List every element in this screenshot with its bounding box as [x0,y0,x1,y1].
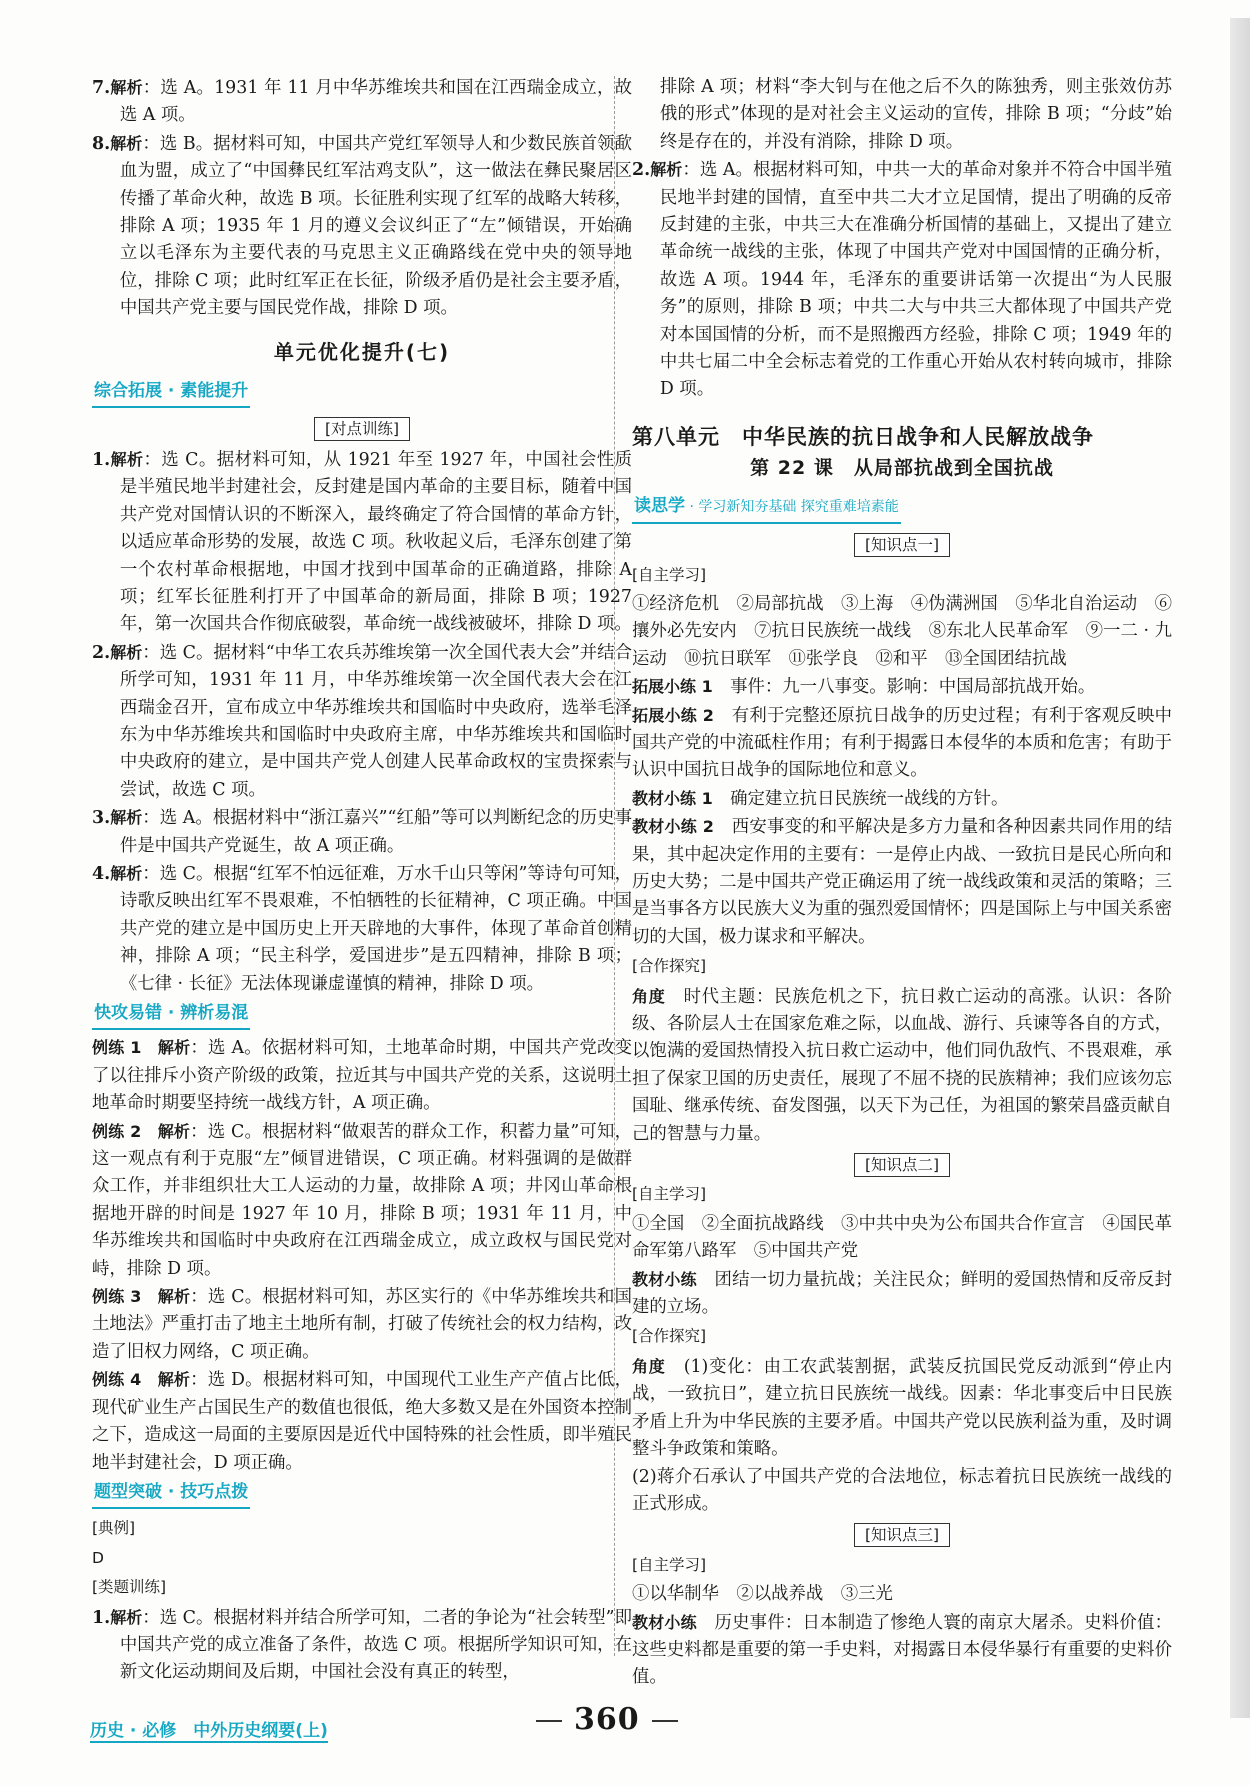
example-3 [92,1283,632,1366]
example-1 [92,1034,632,1117]
continued-text: 排除 A 项；材料“李大钊与在他之后不久的陈独秀，则主张效仿苏俄的形式”体现的是对社会主义运动的宣传，排除 B 项；“分歧”始终是存在的，并没有消除，排除 D 项。 [659,77,1172,152]
section-heading: 综合拓展 · 素能提升 [92,378,250,408]
example-text: ：选 A。依据材料可知，土地革命时期，中国共产党改变了以往排斥小资产阶级的政策，拉近其与中国共产党的关系，这说明土地革命时期要坚持统一战线方针，A 项正确。 [92,1038,632,1114]
unit-title: 单元优化提升(七) [273,339,451,364]
answer-text: ：选 C。根据“红军不怕远征难，万水千山只等闲”等诗句可知，诗歌反映出红军不畏艰难，不怕牺牲的长征精神，C 项正确。中国共产党的建立是中国历史上开天辟地的大事件，体现了革命首创精神，排除 A 项；“民主科学，爱国进步”是五四精神，排除 B 项；《七律 · 长征》无法体现谦虚谨慎的精神，排除 D 项。 [119,863,632,994]
textbook-2: 教材小练 2 西安事变的和平解决是多方力量和各种因素共同作用的结果，其中起决定作用的主要有：一是停止内战、一致抗日是民心所向和历史大势；二是中国共产党正确运用了统一战线政策和灵活的策略；三是当事各方以民族大义为重的强烈爱国情怀；四是国际上与中国关系密切的大国，极力谋求和平解决。 [632,817,1172,947]
answer-text: ：选 B。据材料可知，中国共产党红军领导人和少数民族首领歃血为盟，成立了“中国彝民红军沽鸡支队”，这一做法在彝民聚居区传播了革命火种，故选 B 项。长征胜利实现了红军的战略大转移，排除 A 项；1935 年 1 月的遵义会议纠正了“左”倾错误，开始确立以毛泽东为主要代表的马克思主义正确路线在党中央的领导地位，排除 C 项；此时红军正在长征，阶级矛盾仍是社会主要矛盾，中国共产党主要与国民党作战，排除 D 项。 [119,133,632,319]
example-label: 例练 1 解析 [92,1038,191,1058]
practice-2 [632,156,1172,404]
section-heading: 题型突破 · 技巧点拨 [92,1479,250,1509]
unit-heading: 第八单元 中华民族的抗日战争和人民解放战争 [632,424,1094,449]
knowledge-point-2: [知识点二] [632,1152,1172,1179]
answer-3 [92,804,632,860]
page-edge [1230,18,1250,1718]
answer-label: 解析 [110,642,143,662]
textbook-1: 教材小练 1 确定建立抗日民族统一战线的方针。 [632,788,1009,809]
angle-2: 角度 (1)变化：由工农武装割据，武装反抗国民党反动派到“停止内战，一致抗日”，建立抗日民族统一战线。因素：华北事变后中日民族矛盾上升为中华民族的主要矛盾。中国共产党以民族利益为重，及时调整斗争政策和策略。 [632,1356,1172,1460]
example-text: ：选 D。根据材料可知，中国现代工业生产产值占比低，现代矿业生产占国民生产的数值也很低，绝大多数又是在外国资本控制之下，造成这一局面的主要原因是近代中国特殊的社会性质，即半殖民地半封建社会，D 项正确。 [92,1370,632,1473]
answer-text: ：选 C。据材料“中华工农兵苏维埃第一次全国代表大会”并结合所学可知，1931 年 11 月，中华苏维埃第一次全国代表大会在江西瑞金召开，宣布成立中华苏维埃共和国临时中央政府，选举毛泽东为中华苏维埃共和国临时中央政府主席，中华苏维埃共和国临时中央政府的建立，是中国共产党人创建人民革命政权的宝贵探索与尝试，故选 C 项。 [119,642,632,800]
answer-label: 解析 [110,449,144,469]
answer-number: 1. [92,1607,111,1628]
answer-number: 3. [92,808,111,829]
section-heading: 快攻易错 · 辨析易混 [92,1000,250,1030]
answer-number: 2. [632,160,651,181]
textbook-4: 教材小练 历史事件：日本制造了惨绝人寰的南京大屠杀。史料价值：这些史料都是重要的第一手史料，对揭露日本侵华暴行有重要的史料价值。 [632,1612,1172,1688]
tag-self-study: [自主学习] [632,1555,707,1574]
answer-label: 解析 [110,863,143,883]
example-label: 例练 4 解析 [92,1370,191,1390]
footer-subject: 历史 · 必修 中外历史纲要(上) [90,1716,328,1743]
answer-2 [92,639,632,804]
tag-self-study: [自主学习] [632,565,707,584]
sub-heading: [对点训练] [92,416,632,443]
answer-label: 解析 [110,808,143,828]
answer-8 [92,130,632,323]
answer-number: 8. [92,133,111,154]
example-2 [92,1118,632,1283]
kp3-list: ①以华制华 ②以战养战 ③三光 [632,1584,893,1605]
dianli-answer: D [92,1548,104,1567]
angle-2b: (2)蒋介石承认了中国共产党的合法地位，标志着抗日民族统一战线的正式形成。 [632,1466,1172,1514]
angle-1: 角度 时代主题：民族危机之下，抗日救亡运动的高涨。认识：各阶级、各阶层人士在国家危难之际，以血战、游行、兵谏等各自的方式，以饱满的爱国热情投入抗日救亡运动中，他们同仇敌忾、不畏艰难，承担了保家卫国的历史责任，展现了不屈不挠的民族精神；我们应该勿忘国耻、继承传统、奋发图强，以天下为己任，为祖国的繁荣昌盛贡献自己的智慧与力量。 [632,986,1172,1144]
lesson-title: 第 22 课 从局部抗战到全国抗战 [750,457,1054,480]
left-column [92,74,632,1687]
tag-leiti: [类题训练] [92,1578,167,1597]
answer-text: ：选 A。根据材料中“浙江嘉兴”“红船”等可以判断纪念的历史事件是中国共产党诞生，故 A 项正确。 [119,808,632,856]
answer-number: 7. [92,78,111,98]
tag-dianli: [典例] [92,1519,136,1538]
example-text: ：选 C。根据材料可知，苏区实行的《中华苏维埃共和国土地法》严重打击了地主土地所有制，打破了传统社会的权力结构，改造了旧权力网络，C 项正确。 [92,1287,632,1362]
answer-text: ：选 A。1931 年 11 月中华苏维埃共和国在江西瑞金成立，故选 A 项。 [119,78,632,126]
answer-text: ：选 C。据材料可知，从 1921 年至 1927 年，中国社会性质是半殖民地半封建社会，反封建是国内革命的主要目标，随着中国共产党对国情认识的不断深入，最终确定了符合国情的革命方针，以适应革命形势的发展，故选 C 项。秋收起义后，毛泽东创建了第一个农村革命根据地，中国才找到中国革命的正确道路，排除 A 项；红军长征胜利打开了中国革命的新局面，排除 B 项；1927 年，第一次国共合作彻底破裂，革命统一战线被破坏，排除 D 项。 [119,449,632,635]
example-label: 例练 3 解析 [92,1287,191,1307]
answer-number: 1. [92,449,111,470]
answer-text: ：选 A。根据材料可知，中共一大的革命对象并不符合中国半殖民地半封建的国情，直至中共二大才立足国情，提出了明确的反帝反封建的主张，中共三大在准确分析国情的基础上，又提出了建立革命统一战线的主张，体现了中国共产党对中国国情的正确分析，故选 A 项。1944 年，毛泽东的重要讲话第一次提出“为人民服务”的原则，排除 B 项；中共二大与中共三大都体现了中国共产党对本国国情的分析，而不是照搬西方经验，排除 C 项；1949 年的中共七届二中全会标志着党的工作重心开始从农村转向城市，排除 D 项。 [659,160,1172,400]
kp2-list: ①全国 ②全面抗战路线 ③中共中央为公布国共合作宣言 ④国民革命军第八路军 ⑤中国共产党 [632,1213,1172,1262]
knowledge-point-1: [知识点一] [632,532,1172,559]
extend-2: 拓展小练 2 有利于完整还原抗日战争的历史过程；有利于客观反映中国共产党的中流砥柱作用；有利于揭露日本侵华的本质和危害；有助于认识中国抗日战争的国际地位和意义。 [632,705,1172,781]
answer-text: ：选 C。根据材料并结合所学可知，二者的争论为“社会转型”即中国共产党的成立准备了条件，故选 C 项。根据所学知识可知，在新文化运动期间及后期，中国社会没有真正的转型， [119,1607,632,1683]
answer-number: 4. [92,863,111,884]
answer-label: 解析 [650,160,683,180]
example-4 [92,1366,632,1477]
answer-number: 2. [92,642,111,663]
extend-1: 拓展小练 1 事件：九一八事变。影响：中国局部抗战开始。 [632,677,1096,698]
page-number: 360 [524,1702,690,1737]
answer-label: 解析 [110,78,143,97]
tag-self-study: [自主学习] [632,1185,707,1204]
textbook-3: 教材小练 团结一切力量抗战；关注民众；鲜明的爱国热情和反帝反封建的立场。 [632,1269,1172,1318]
answer-4 [92,860,632,998]
practice-1 [92,1604,632,1687]
example-text: ：选 C。根据材料“做艰苦的群众工作，积蓄力量”可知，这一观点有利于克服“左”倾冒进错误，C 项正确。材料强调的是做群众工作，并非组织壮大工人运动的力量，故排除 A 项；井冈山革命根据地开辟的时间是 1927 年 10 月，排除 B 项；1931 年 11 月，中华苏维埃共和国临时中央政府在江西瑞金成立，成立政权与国民党对峙，排除 D 项。 [92,1121,632,1279]
knowledge-point-3: [知识点三] [632,1522,1172,1549]
answer-7 [92,74,632,130]
kp1-list: ①经济危机 ②局部抗战 ③上海 ④伪满洲国 ⑤华北自治运动 ⑥攘外必先安内 ⑦抗日民族统一战线 ⑧东北人民革命军 ⑨一二 · 九运动 ⑩抗日联军 ⑪张学良 ⑫和平 ⑬全国团结抗战 [632,593,1172,669]
example-label: 例练 2 解析 [92,1121,191,1141]
section-heading: 读思学 · 学习新知夯基础 探究重难培素能 [632,493,901,524]
answer-1 [92,446,632,639]
tag-cooperate: [合作探究] [632,957,707,976]
right-column [632,74,1172,1692]
answer-label: 解析 [110,133,143,153]
tag-cooperate: [合作探究] [632,1327,707,1346]
answer-label: 解析 [110,1607,143,1627]
